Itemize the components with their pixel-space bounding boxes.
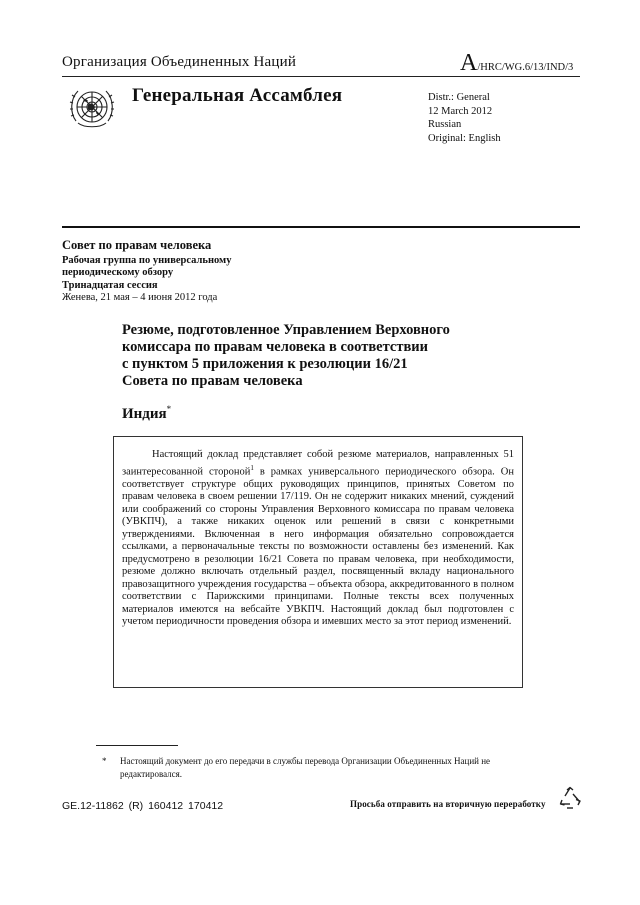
document-symbol (460, 50, 574, 76)
document-symbol-letter: A (460, 50, 478, 76)
working-group-line-2: периодическому обзору (62, 267, 174, 278)
session-number: Тринадцатая сессия (62, 279, 158, 291)
header-rule (62, 76, 580, 77)
country-heading (122, 404, 171, 423)
report-title-line: Совета по правам человека (122, 373, 303, 389)
document-date: 12 March 2012 (428, 105, 493, 117)
session-place-date: Женева, 21 мая – 4 июня 2012 года (62, 292, 218, 303)
country-name: Индия (122, 406, 167, 422)
report-title (122, 322, 450, 390)
footnote-marker: * (166, 404, 172, 414)
document-code: GE.12-11862 (R) 160412 170412 (62, 800, 224, 812)
council-name: Совет по правам человека (62, 238, 212, 252)
document-language: Russian (428, 119, 462, 130)
document-symbol-code: /HRC/WG.6/13/IND/3 (477, 62, 574, 73)
report-title-line: Резюме, подготовленное Управлением Верховного (122, 322, 450, 338)
report-title-line: с пунктом 5 приложения к резолюции 16/21 (122, 356, 408, 372)
footnote-rule (96, 745, 178, 746)
distribution-info (428, 91, 501, 145)
report-title-line: комиссара по правам человека в соответствии (122, 339, 428, 355)
recycle-icon (558, 786, 582, 810)
summary-text-part-2: в рамках универсального периодического обзора. Он соответствует структуре общих руководящих принципов, принятых Советом по правам человека в своем решении 17/119. Он не содержит никаких мнений, суждений или соображений со стороны Управления Верховного комиссара по правам человека (УВКПЧ), а также никаких оценок или решений в связи с конкретными утверждениями. Включенная в него информация обязательно сопровождается ссылками, а первоначальные тексты по возможности оставлены без изменений. Как предусмотрено в резолюции 16/21 Совета по правам человека, при необходимости, резюме должно включать отдельный раздел, посвященный вкладу национального правозащитного учреждения государства – объекта обзора, аккредитованного в полном соответствии с Парижскими принципами. Полные тексты всех полученных материалов имеются на вебсайте УВКПЧ. Настоящий доклад был подготовлен с учетом периодичности проведения обзора и имевших место за этот период изменений. (122, 466, 514, 627)
summary-footnote-ref: 1 (250, 463, 254, 472)
original-language: Original: English (428, 132, 501, 144)
un-emblem-icon (66, 81, 118, 133)
section-divider (62, 226, 580, 228)
session-info (62, 239, 231, 305)
summary-paragraph (122, 449, 514, 629)
organization-name: Организация Объединенных Наций (62, 54, 297, 70)
footnote-mark: * (102, 756, 107, 766)
general-assembly-title: Генеральная Ассамблея (132, 85, 343, 106)
summary-text-part-1: Настоящий доклад представляет собой резюме материалов, направленных 51 заинтересованной стороной (122, 449, 514, 477)
working-group-line-1: Рабочая группа по универсальному (62, 254, 232, 266)
summary-box (113, 436, 523, 688)
footnote-text: Настоящий документ до его передачи в службы перевода Организации Объединенных Наций не редактировался. (120, 756, 491, 779)
footnote (102, 755, 522, 781)
recycle-note: Просьба отправить на вторичную переработку (350, 799, 546, 809)
distribution-line: Distr.: General (428, 92, 490, 103)
